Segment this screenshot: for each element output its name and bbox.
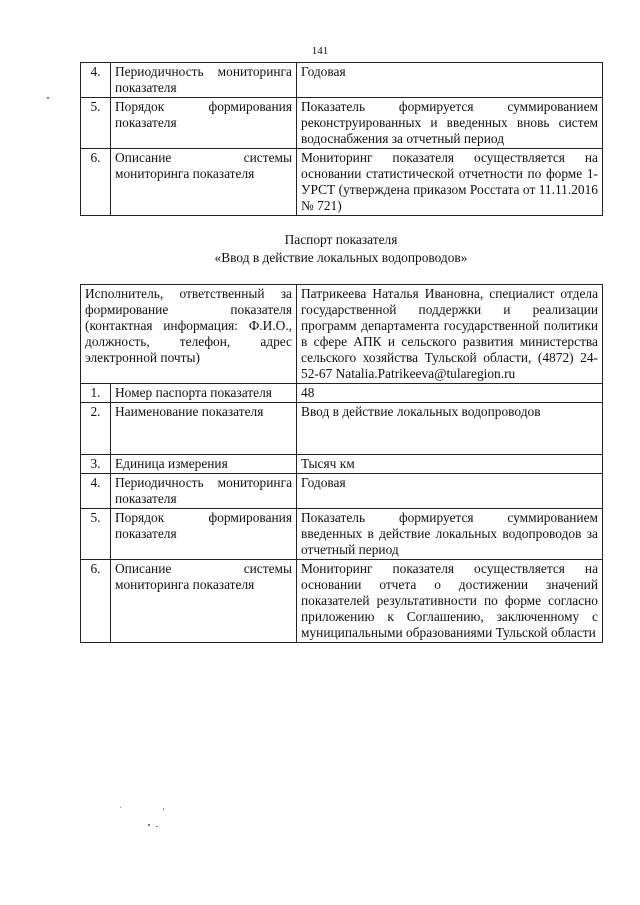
top-table xyxy=(80,62,603,216)
row-number: 5. xyxy=(81,98,111,149)
row-label: Периодичность мониторинга показателя xyxy=(111,474,297,509)
scan-speck xyxy=(47,97,49,99)
row-label: Порядок формирования показателя xyxy=(111,509,297,560)
scan-speck xyxy=(156,826,158,827)
table-row xyxy=(81,98,603,149)
row-value: Годовая xyxy=(297,63,603,98)
row-number: 3. xyxy=(81,455,111,474)
scan-speck xyxy=(120,807,121,808)
passport-title: Паспорт показателя xyxy=(284,232,398,247)
row-label: Порядок формирования показателя xyxy=(111,98,297,149)
row-value: Тысяч км xyxy=(297,455,603,474)
row-value: Показатель формируется суммированием введенных в действие локальных водопроводов за отчетный период xyxy=(297,509,603,560)
row-value: Мониторинг показателя осуществляется на основании статистической отчетности по форме 1-УРСТ (утверждена приказом Росстата от 11.11.2016 № 721) xyxy=(297,149,603,216)
table-row xyxy=(81,384,603,403)
row-number: 4. xyxy=(81,63,111,98)
passport-subtitle: «Ввод в действие локальных водопроводов» xyxy=(214,250,468,265)
row-number: 4. xyxy=(81,474,111,509)
responsible-value: Патрикеева Наталья Ивановна, специалист отдела государственной поддержки и реализации программ департамента государственной политики в сфере АПК и сельского развития министерства сельского хозяйства Тульской области, (4872) 24-52-67 Natalia.Patrikeeva@tularegion.ru xyxy=(297,285,603,384)
table-row xyxy=(81,474,603,509)
row-number: 2. xyxy=(81,403,111,455)
row-value: Мониторинг показателя осуществляется на основании отчета о достижении значений показателей результативности по форме согласно приложению к Соглашению, заключенному с муниципальными образованиями Тульской области xyxy=(297,560,603,643)
row-value: Показатель формируется суммированием реконструированных и введенных вновь систем водоснабжения за отчетный период xyxy=(297,98,603,149)
table-row xyxy=(81,149,603,216)
row-value: Годовая xyxy=(297,474,603,509)
row-label: Описание системы мониторинга показателя xyxy=(111,560,297,643)
table-row xyxy=(81,455,603,474)
row-label: Периодичность мониторинга показателя xyxy=(111,63,297,98)
responsible-label: Исполнитель, ответственный за формирование показателя (контактная информация: Ф.И.О., должность, телефон, адрес электронной почты) xyxy=(81,285,297,384)
table-row xyxy=(81,560,603,643)
row-number: 6. xyxy=(81,149,111,216)
row-number: 5. xyxy=(81,509,111,560)
row-value: Ввод в действие локальных водопроводов xyxy=(297,403,603,455)
row-label: Единица измерения xyxy=(111,455,297,474)
row-label: Номер паспорта показателя xyxy=(111,384,297,403)
page-number: 141 xyxy=(311,45,329,57)
row-label: Наименование показателя xyxy=(111,403,297,455)
table-row xyxy=(81,509,603,560)
table-row xyxy=(81,403,603,455)
passport-table xyxy=(80,284,603,643)
scan-speck xyxy=(148,824,150,826)
table-row xyxy=(81,285,603,384)
scan-speck xyxy=(163,808,164,810)
row-number: 1. xyxy=(81,384,111,403)
row-value: 48 xyxy=(297,384,603,403)
row-number: 6. xyxy=(81,560,111,643)
table-row xyxy=(81,63,603,98)
row-label: Описание системы мониторинга показателя xyxy=(111,149,297,216)
